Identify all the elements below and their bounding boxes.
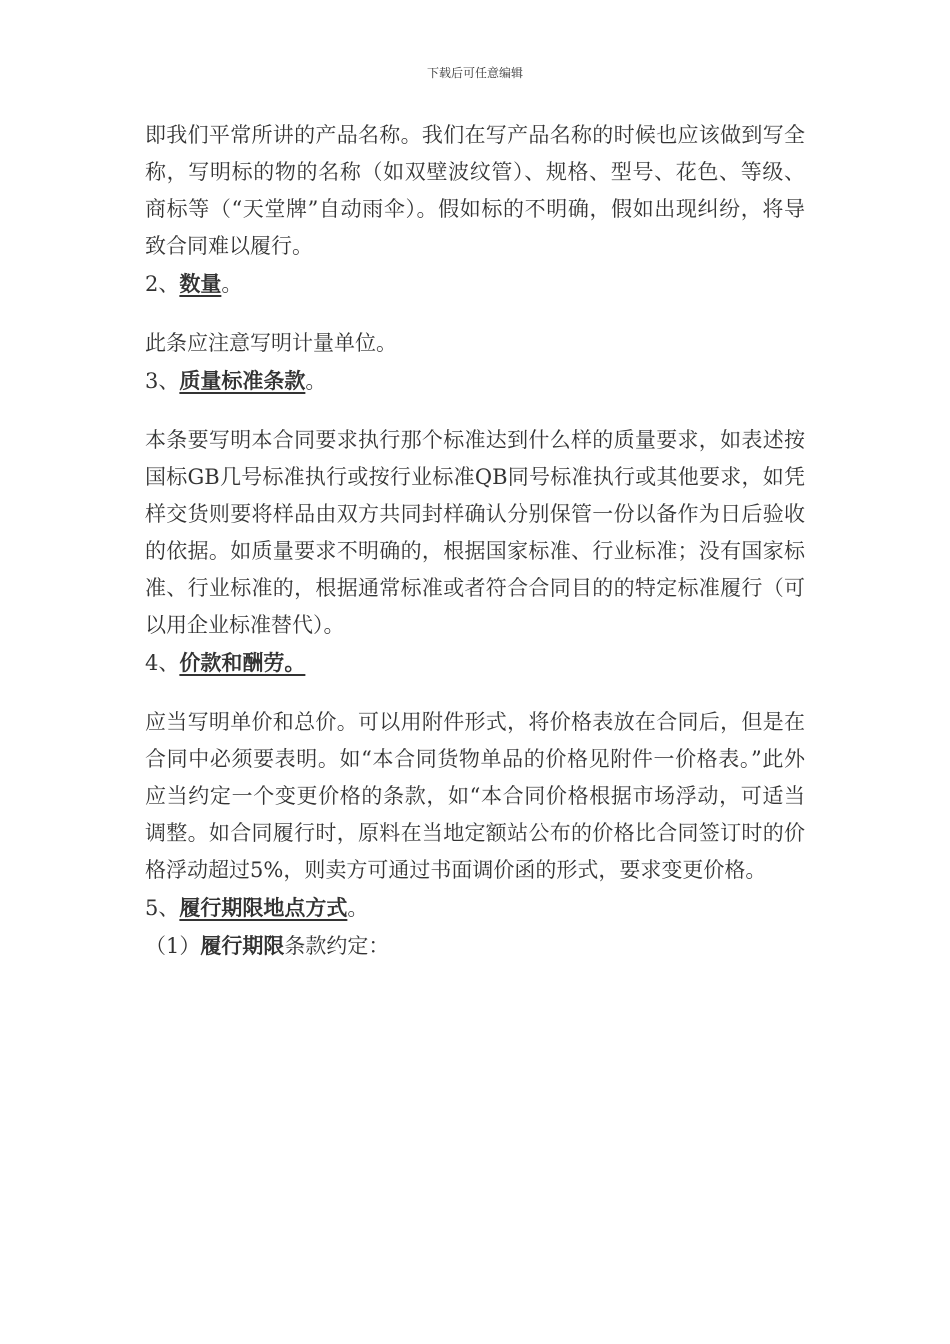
section-tail: 。 (347, 896, 369, 920)
section-number: 3、 (145, 369, 180, 393)
section-title: 质量标准条款 (179, 368, 306, 393)
paragraph-price: 应当写明单价和总价。可以用附件形式，将价格表放在合同后，但是在合同中必须要表明。如“本合同货物单品的价格见附件一价格表。”此外应当约定一个变更价格的条款，如“本合同价格根据市场浮动，可适当调整。如合同履行时，原料在当地定额站公布的价格比合同签订时的价格浮动超过5%，则卖方可通过书面调价函的形式，要求变更价格。 (145, 710, 805, 882)
section-title: 数量 (179, 271, 222, 296)
section-title: 价款和酬劳。 (179, 650, 306, 675)
section-number: 2、 (145, 272, 180, 296)
subsection-bold-term: 履行期限 (200, 933, 285, 958)
section-title: 履行期限地点方式 (179, 895, 348, 920)
section-heading-quantity (145, 265, 805, 303)
paragraph-product-name: 即我们平常所讲的产品名称。我们在写产品名称的时候也应该做到写全称，写明标的物的名称（如双壁波纹管）、规格、型号、花色、等级、商标等（“天堂牌”自动雨伞）。假如标的不明确，假如出现纠纷，将导致合同难以履行。 (145, 123, 805, 258)
section-number: 5、 (145, 896, 180, 920)
section-tail: 。 (221, 272, 243, 296)
section-heading-quality (145, 362, 805, 400)
section-heading-performance (145, 889, 805, 927)
subsection-prefix: （1） (145, 934, 201, 958)
section-tail: 。 (305, 369, 327, 393)
page-header: 下载后可任意编辑 (426, 66, 523, 80)
subsection-rest: 条款约定： (284, 934, 390, 958)
paragraph-quantity: 此条应注意写明计量单位。 (145, 331, 397, 355)
subsection-performance-period (145, 927, 805, 965)
document-body (145, 117, 805, 965)
paragraph-quality: 本条要写明本合同要求执行那个标准达到什么样的质量要求，如表述按国标GB几号标准执行或按行业标准QB同号标准执行或其他要求，如凭样交货则要将样品由双方共同封样确认分别保管一份以备作为日后验收的依据。如质量要求不明确的，根据国家标准、行业标准；没有国家标准、行业标准的，根据通常标准或者符合合同目的的特定标准履行（可以用企业标准替代）。 (145, 428, 805, 637)
section-heading-price (145, 644, 805, 682)
section-number: 4、 (145, 651, 180, 675)
